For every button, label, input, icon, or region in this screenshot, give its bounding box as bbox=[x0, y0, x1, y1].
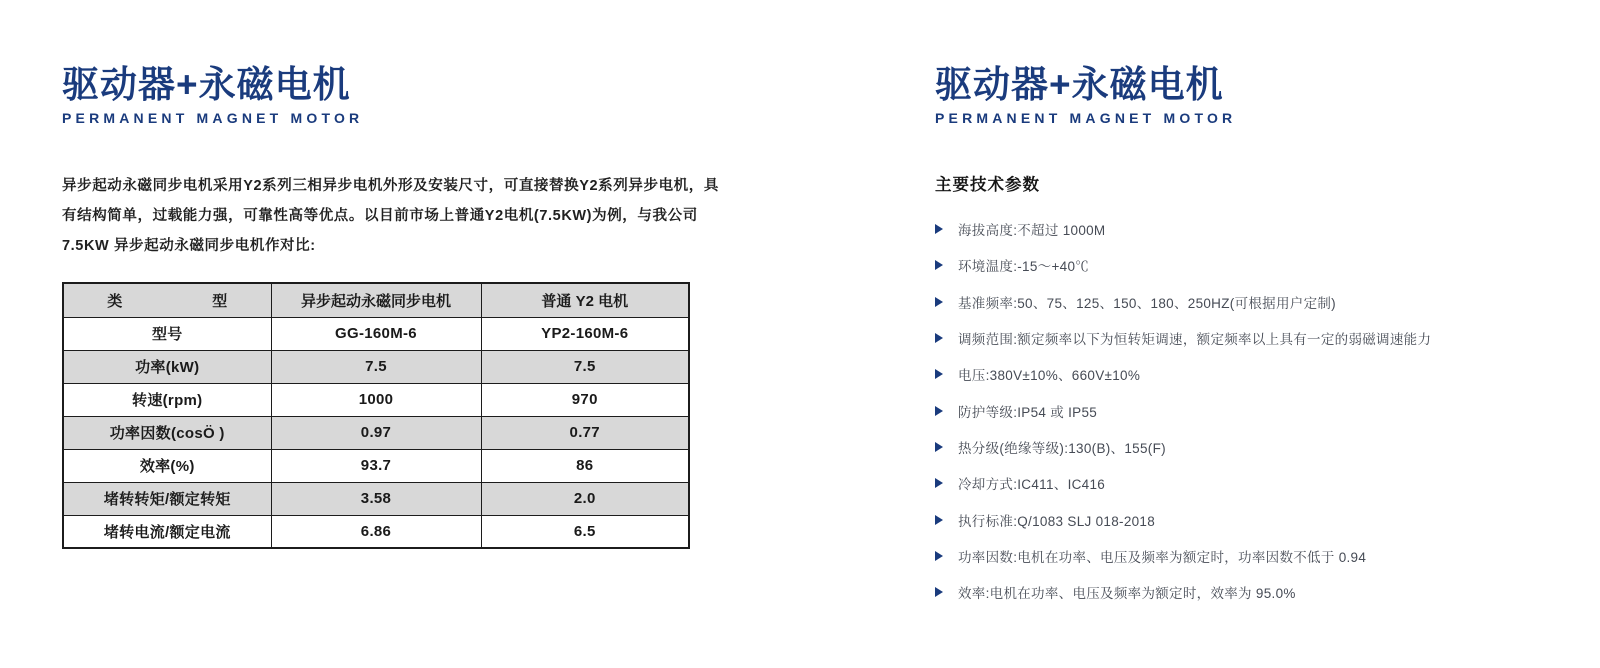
triangle-bullet-icon bbox=[935, 442, 943, 452]
intro-paragraph bbox=[62, 171, 719, 261]
motor-comparison-table bbox=[62, 282, 690, 549]
intro-line: 异步起动永磁同步电机采用Y2系列三相异步电机外形及安装尺寸，可直接替换Y2系列异步电机，具 bbox=[62, 178, 719, 194]
triangle-bullet-icon bbox=[935, 587, 943, 597]
triangle-bullet-icon bbox=[935, 333, 943, 343]
cell-value: 93.7 bbox=[271, 449, 481, 482]
cell-value: 970 bbox=[481, 383, 689, 416]
table-row bbox=[63, 350, 689, 383]
triangle-bullet-icon bbox=[935, 478, 943, 488]
triangle-bullet-icon bbox=[935, 369, 943, 379]
table-row bbox=[63, 515, 689, 548]
cell-value: YP2-160M-6 bbox=[481, 317, 689, 350]
table-row bbox=[63, 449, 689, 482]
row-label: 转速(rpm) bbox=[63, 383, 271, 416]
list-item bbox=[935, 429, 1575, 465]
list-item bbox=[935, 392, 1575, 428]
list-item bbox=[935, 211, 1575, 247]
page-title-left: 驱动器+永磁电机 bbox=[62, 64, 351, 105]
list-item bbox=[935, 284, 1575, 320]
row-label: 功率(kW) bbox=[63, 350, 271, 383]
tech-params-heading: 主要技术参数 bbox=[935, 176, 1040, 194]
list-item bbox=[935, 320, 1575, 356]
table-row bbox=[63, 383, 689, 416]
cell-value: 3.58 bbox=[271, 482, 481, 515]
page-subtitle-left: PERMANENT MAGNET MOTOR bbox=[62, 110, 364, 126]
param-text: 基准频率:50、75、125、150、180、250HZ(可根据用户定制) bbox=[958, 295, 1336, 311]
row-label: 堵转转矩/额定转矩 bbox=[63, 482, 271, 515]
param-text: 执行标准:Q/1083 SLJ 018-2018 bbox=[958, 513, 1156, 529]
cell-value: 6.5 bbox=[481, 515, 689, 548]
triangle-bullet-icon bbox=[935, 260, 943, 270]
row-label: 效率(%) bbox=[63, 449, 271, 482]
table-row bbox=[63, 482, 689, 515]
triangle-bullet-icon bbox=[935, 297, 943, 307]
triangle-bullet-icon bbox=[935, 224, 943, 234]
list-item bbox=[935, 465, 1575, 501]
intro-line: 有结构简单，过载能力强，可靠性高等优点。以目前市场上普通Y2电机(7.5KW)为例，与我公司 bbox=[62, 208, 698, 224]
list-item bbox=[935, 501, 1575, 537]
tech-params-list bbox=[935, 211, 1575, 610]
row-label: 型号 bbox=[63, 317, 271, 350]
row-label: 堵转电流/额定电流 bbox=[63, 515, 271, 548]
right-column bbox=[935, 64, 1575, 610]
column-header-y2-motor: 普通 Y2 电机 bbox=[481, 283, 689, 317]
column-header-pm-motor: 异步起动永磁同步电机 bbox=[271, 283, 481, 317]
param-text: 热分级(绝缘等级):130(B)、155(F) bbox=[958, 440, 1166, 456]
list-item bbox=[935, 574, 1575, 610]
table-row bbox=[63, 416, 689, 449]
table-row bbox=[63, 317, 689, 350]
cell-value: 7.5 bbox=[271, 350, 481, 383]
cell-value: 0.97 bbox=[271, 416, 481, 449]
triangle-bullet-icon bbox=[935, 515, 943, 525]
list-item bbox=[935, 356, 1575, 392]
cell-value: 7.5 bbox=[481, 350, 689, 383]
cell-value: 2.0 bbox=[481, 482, 689, 515]
page-title-right: 驱动器+永磁电机 bbox=[935, 64, 1224, 105]
param-text: 防护等级:IP54 或 IP55 bbox=[958, 404, 1098, 420]
cell-value: 86 bbox=[481, 449, 689, 482]
list-item bbox=[935, 247, 1575, 283]
cell-value: 0.77 bbox=[481, 416, 689, 449]
triangle-bullet-icon bbox=[935, 406, 943, 416]
list-item bbox=[935, 538, 1575, 574]
param-text: 调频范围:额定频率以下为恒转矩调速，额定频率以上具有一定的弱磁调速能力 bbox=[958, 332, 1432, 348]
cell-value: GG-160M-6 bbox=[271, 317, 481, 350]
column-header-type: 类 型 bbox=[63, 283, 271, 317]
param-text: 功率因数:电机在功率、电压及频率为额定时，功率因数不低于 0.94 bbox=[958, 549, 1367, 565]
triangle-bullet-icon bbox=[935, 551, 943, 561]
param-text: 环境温度:-15～+40℃ bbox=[958, 259, 1090, 275]
table-header-row bbox=[63, 283, 689, 317]
param-text: 冷却方式:IC411、IC416 bbox=[958, 477, 1106, 493]
param-text: 效率:电机在功率、电压及频率为额定时，效率为 95.0% bbox=[958, 586, 1296, 602]
cell-value: 6.86 bbox=[271, 515, 481, 548]
param-text: 海拔高度:不超过 1000M bbox=[958, 223, 1106, 239]
left-column bbox=[62, 64, 719, 549]
page-subtitle-right: PERMANENT MAGNET MOTOR bbox=[935, 110, 1237, 126]
row-label: 功率因数(cosÖ ) bbox=[63, 416, 271, 449]
param-text: 电压:380V±10%、660V±10% bbox=[958, 368, 1141, 384]
cell-value: 1000 bbox=[271, 383, 481, 416]
intro-line: 7.5KW 异步起动永磁同步电机作对比: bbox=[62, 238, 316, 254]
